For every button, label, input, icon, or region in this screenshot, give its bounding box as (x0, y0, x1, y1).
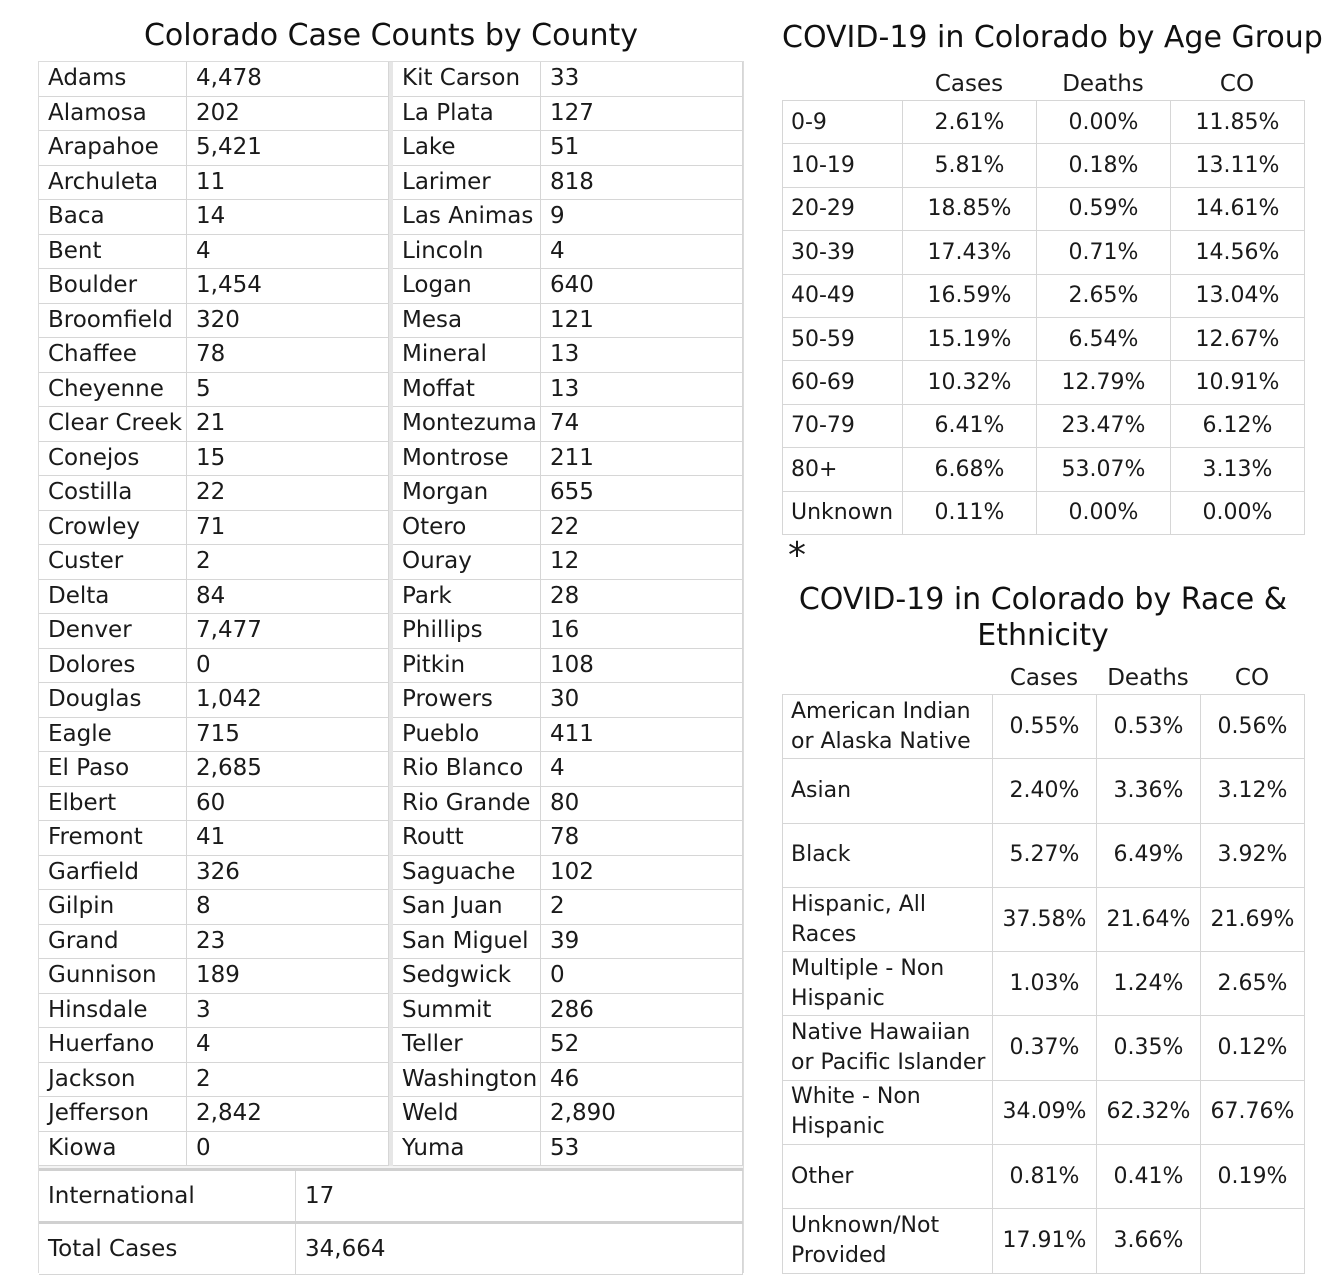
race-label: Other (783, 1145, 993, 1209)
age-group-label: 60-69 (783, 361, 903, 404)
table-row (783, 361, 1305, 404)
table-row (783, 1080, 1305, 1144)
county-name: Chaffee (39, 338, 187, 373)
county-count: 4 (541, 752, 743, 787)
race-value: 3.66% (1097, 1209, 1201, 1273)
race-value: 0.35% (1097, 1016, 1201, 1080)
county-name: Montezuma (393, 407, 541, 442)
race-value: 34.09% (993, 1080, 1097, 1144)
table-row (783, 491, 1305, 534)
county-count: 12 (541, 545, 743, 580)
county-count: 80 (541, 787, 743, 822)
county-name: Grand (39, 925, 187, 960)
county-name: Delta (39, 580, 187, 615)
table-row (783, 1016, 1305, 1080)
age-group-label: 10-19 (783, 144, 903, 187)
county-count: 2,890 (541, 1097, 743, 1132)
county-name: Otero (393, 511, 541, 546)
race-value: 21.64% (1097, 887, 1201, 951)
county-count: 53 (541, 1132, 743, 1167)
county-count: 655 (541, 476, 743, 511)
county-footer (39, 1168, 743, 1275)
county-count: 13 (541, 338, 743, 373)
asterisk-note: * (788, 535, 806, 576)
county-count: 189 (187, 959, 389, 994)
county-count: 9 (541, 200, 743, 235)
county-name: Elbert (39, 787, 187, 822)
county-name: Broomfield (39, 304, 187, 339)
county-count: 15 (187, 442, 389, 477)
county-count: 202 (187, 97, 389, 132)
county-name: Kit Carson (393, 62, 541, 97)
county-name: Morgan (393, 476, 541, 511)
race-header-deaths: Deaths (1107, 665, 1189, 691)
county-count: 0 (187, 649, 389, 684)
county-count: 4,478 (187, 62, 389, 97)
county-count: 78 (541, 821, 743, 856)
county-table-title: Colorado Case Counts by County (143, 18, 639, 53)
county-count: 23 (187, 925, 389, 960)
table-row (783, 823, 1305, 887)
county-name: Montrose (393, 442, 541, 477)
county-name: Costilla (39, 476, 187, 511)
county-count: 46 (541, 1063, 743, 1098)
age-value: 13.04% (1171, 274, 1305, 317)
race-value: 0.12% (1201, 1016, 1305, 1080)
county-count: 30 (541, 683, 743, 718)
age-value: 16.59% (903, 274, 1037, 317)
county-name: Washington (393, 1063, 541, 1098)
age-group-label: 20-29 (783, 187, 903, 230)
table-row (783, 317, 1305, 360)
county-name: Saguache (393, 856, 541, 891)
county-name: Larimer (393, 166, 541, 201)
race-value: 6.49% (1097, 823, 1201, 887)
county-count: 2 (541, 890, 743, 925)
county-count: 640 (541, 269, 743, 304)
race-label: Black (783, 823, 993, 887)
county-name: San Miguel (393, 925, 541, 960)
county-name: El Paso (39, 752, 187, 787)
age-value: 14.61% (1171, 187, 1305, 230)
county-count: 4 (541, 235, 743, 270)
county-name: Las Animas (393, 200, 541, 235)
age-value: 11.85% (1171, 101, 1305, 144)
county-count: 71 (187, 511, 389, 546)
county-name: Kiowa (39, 1132, 187, 1167)
county-name: Huerfano (39, 1028, 187, 1063)
county-name: Alamosa (39, 97, 187, 132)
county-count: 84 (187, 580, 389, 615)
age-value: 18.85% (903, 187, 1037, 230)
county-count: 127 (541, 97, 743, 132)
table-row (783, 101, 1305, 144)
county-count: 4 (187, 235, 389, 270)
county-name: Jackson (39, 1063, 187, 1098)
age-value: 12.67% (1171, 317, 1305, 360)
race-value (1201, 1209, 1305, 1273)
county-count: 1,454 (187, 269, 389, 304)
race-value: 5.27% (993, 823, 1097, 887)
age-group-label: 70-79 (783, 404, 903, 447)
county-name: Denver (39, 614, 187, 649)
table-row (783, 1145, 1305, 1209)
age-value: 0.18% (1037, 144, 1171, 187)
table-row (783, 274, 1305, 317)
race-value: 3.36% (1097, 759, 1201, 823)
county-count: 52 (541, 1028, 743, 1063)
county-name: Clear Creek (39, 407, 187, 442)
age-value: 10.32% (903, 361, 1037, 404)
county-count: 51 (541, 131, 743, 166)
race-table (782, 694, 1305, 1274)
age-header-cases: Cases (934, 71, 1004, 97)
county-name: Prowers (393, 683, 541, 718)
table-row (783, 1209, 1305, 1273)
county-count: 33 (541, 62, 743, 97)
age-value: 13.11% (1171, 144, 1305, 187)
race-value: 0.37% (993, 1016, 1097, 1080)
age-value: 6.12% (1171, 404, 1305, 447)
county-name: Garfield (39, 856, 187, 891)
county-name: Boulder (39, 269, 187, 304)
county-count: 320 (187, 304, 389, 339)
race-label: Hispanic, All Races (783, 887, 993, 951)
table-row (783, 759, 1305, 823)
table-row (783, 448, 1305, 491)
county-count: 28 (541, 580, 743, 615)
county-table (38, 61, 744, 1273)
race-value: 2.65% (1201, 952, 1305, 1016)
county-name: Cheyenne (39, 373, 187, 408)
county-count: 0 (541, 959, 743, 994)
county-name: Baca (39, 200, 187, 235)
county-name: Adams (39, 62, 187, 97)
age-table-title: COVID-19 in Colorado by Age Group (782, 20, 1323, 55)
county-name: Custer (39, 545, 187, 580)
race-label: American Indian or Alaska Native (783, 695, 993, 759)
county-name: Gunnison (39, 959, 187, 994)
table-row (783, 231, 1305, 274)
age-value: 5.81% (903, 144, 1037, 187)
age-value: 17.43% (903, 231, 1037, 274)
table-row (783, 695, 1305, 759)
age-value: 6.54% (1037, 317, 1171, 360)
county-count: 78 (187, 338, 389, 373)
county-count: 3 (187, 994, 389, 1029)
race-value: 0.41% (1097, 1145, 1201, 1209)
county-footer-row (39, 1224, 743, 1275)
county-name: Conejos (39, 442, 187, 477)
county-name: Fremont (39, 821, 187, 856)
county-count: 102 (541, 856, 743, 891)
race-value: 67.76% (1201, 1080, 1305, 1144)
county-count: 16 (541, 614, 743, 649)
county-count: 22 (187, 476, 389, 511)
county-name: Yuma (393, 1132, 541, 1167)
county-name: San Juan (393, 890, 541, 925)
county-footer-row (39, 1171, 743, 1224)
race-header-blank (782, 664, 992, 692)
age-value: 3.13% (1171, 448, 1305, 491)
county-name: Pueblo (393, 718, 541, 753)
county-count: 818 (541, 166, 743, 201)
race-value: 1.03% (993, 952, 1097, 1016)
county-count: 2 (187, 545, 389, 580)
race-label: Multiple - Non Hispanic (783, 952, 993, 1016)
footer-label: International (39, 1171, 296, 1221)
county-name: Crowley (39, 511, 187, 546)
county-name: Moffat (393, 373, 541, 408)
county-name: Arapahoe (39, 131, 187, 166)
table-row (783, 887, 1305, 951)
county-name: Logan (393, 269, 541, 304)
footer-value: 17 (296, 1171, 743, 1221)
age-group-label: 80+ (783, 448, 903, 491)
county-count: 411 (541, 718, 743, 753)
race-header-cases: Cases (1009, 665, 1079, 691)
county-name: Dolores (39, 649, 187, 684)
county-count: 715 (187, 718, 389, 753)
race-label: Asian (783, 759, 993, 823)
county-count: 21 (187, 407, 389, 442)
age-group-label: 30-39 (783, 231, 903, 274)
age-value: 0.71% (1037, 231, 1171, 274)
age-value: 6.41% (903, 404, 1037, 447)
age-value: 12.79% (1037, 361, 1171, 404)
race-header-co: CO (1234, 665, 1270, 691)
county-name: Rio Blanco (393, 752, 541, 787)
county-name: Phillips (393, 614, 541, 649)
county-count: 7,477 (187, 614, 389, 649)
county-name: Jefferson (39, 1097, 187, 1132)
county-name: Mesa (393, 304, 541, 339)
county-count: 60 (187, 787, 389, 822)
county-name: Hinsdale (39, 994, 187, 1029)
race-value: 3.12% (1201, 759, 1305, 823)
age-value: 6.68% (903, 448, 1037, 491)
county-count: 22 (541, 511, 743, 546)
county-name: Ouray (393, 545, 541, 580)
county-count: 2 (187, 1063, 389, 1098)
race-value: 62.32% (1097, 1080, 1201, 1144)
county-count: 0 (187, 1132, 389, 1167)
county-count: 1,042 (187, 683, 389, 718)
age-header-deaths: Deaths (1062, 71, 1144, 97)
race-label: Unknown/Not Provided (783, 1209, 993, 1273)
age-value: 23.47% (1037, 404, 1171, 447)
age-group-label: 0-9 (783, 101, 903, 144)
county-name: Gilpin (39, 890, 187, 925)
county-name: Lake (393, 131, 541, 166)
county-name: Mineral (393, 338, 541, 373)
county-name: Park (393, 580, 541, 615)
age-table-header (782, 70, 1304, 98)
county-count: 4 (187, 1028, 389, 1063)
footer-value: 34,664 (296, 1224, 743, 1274)
age-table (782, 100, 1305, 535)
county-count: 5,421 (187, 131, 389, 166)
race-table-header (782, 664, 1304, 692)
age-group-label: 50-59 (783, 317, 903, 360)
age-value: 0.00% (1037, 491, 1171, 534)
race-value: 0.55% (993, 695, 1097, 759)
county-count: 39 (541, 925, 743, 960)
county-count: 8 (187, 890, 389, 925)
age-value: 2.61% (903, 101, 1037, 144)
county-name: Weld (393, 1097, 541, 1132)
table-row (783, 187, 1305, 230)
county-count: 14 (187, 200, 389, 235)
county-name: Sedgwick (393, 959, 541, 994)
county-name: La Plata (393, 97, 541, 132)
county-count: 5 (187, 373, 389, 408)
county-name: Summit (393, 994, 541, 1029)
race-label: Native Hawaiian or Pacific Islander (783, 1016, 993, 1080)
county-name: Eagle (39, 718, 187, 753)
county-name: Bent (39, 235, 187, 270)
age-group-label: Unknown (783, 491, 903, 534)
race-value: 0.53% (1097, 695, 1201, 759)
age-value: 0.00% (1171, 491, 1305, 534)
age-value: 14.56% (1171, 231, 1305, 274)
county-name: Douglas (39, 683, 187, 718)
table-row (783, 952, 1305, 1016)
race-value: 0.81% (993, 1145, 1097, 1209)
age-value: 0.11% (903, 491, 1037, 534)
race-value: 1.24% (1097, 952, 1201, 1016)
race-value: 2.40% (993, 759, 1097, 823)
table-row (783, 404, 1305, 447)
race-value: 21.69% (1201, 887, 1305, 951)
county-name: Rio Grande (393, 787, 541, 822)
age-group-label: 40-49 (783, 274, 903, 317)
race-label: White - Non Hispanic (783, 1080, 993, 1144)
county-count: 11 (187, 166, 389, 201)
county-count: 2,842 (187, 1097, 389, 1132)
age-header-co: CO (1219, 71, 1255, 97)
race-value: 0.56% (1201, 695, 1305, 759)
county-count: 41 (187, 821, 389, 856)
county-count: 74 (541, 407, 743, 442)
county-name: Pitkin (393, 649, 541, 684)
race-value: 37.58% (993, 887, 1097, 951)
county-count: 108 (541, 649, 743, 684)
age-value: 2.65% (1037, 274, 1171, 317)
race-value: 3.92% (1201, 823, 1305, 887)
age-value: 10.91% (1171, 361, 1305, 404)
county-count: 121 (541, 304, 743, 339)
race-value: 0.19% (1201, 1145, 1305, 1209)
age-header-blank (782, 70, 902, 98)
age-value: 53.07% (1037, 448, 1171, 491)
county-count: 13 (541, 373, 743, 408)
county-grid (39, 62, 743, 1168)
county-count: 211 (541, 442, 743, 477)
age-value: 0.00% (1037, 101, 1171, 144)
county-name: Lincoln (393, 235, 541, 270)
county-name: Teller (393, 1028, 541, 1063)
table-row (783, 144, 1305, 187)
county-count: 2,685 (187, 752, 389, 787)
county-name: Routt (393, 821, 541, 856)
county-count: 286 (541, 994, 743, 1029)
county-count: 326 (187, 856, 389, 891)
race-table-title: COVID-19 in Colorado by Race & Ethnicity (798, 582, 1288, 653)
race-value: 17.91% (993, 1209, 1097, 1273)
age-value: 0.59% (1037, 187, 1171, 230)
footer-label: Total Cases (39, 1224, 296, 1274)
age-value: 15.19% (903, 317, 1037, 360)
county-name: Archuleta (39, 166, 187, 201)
